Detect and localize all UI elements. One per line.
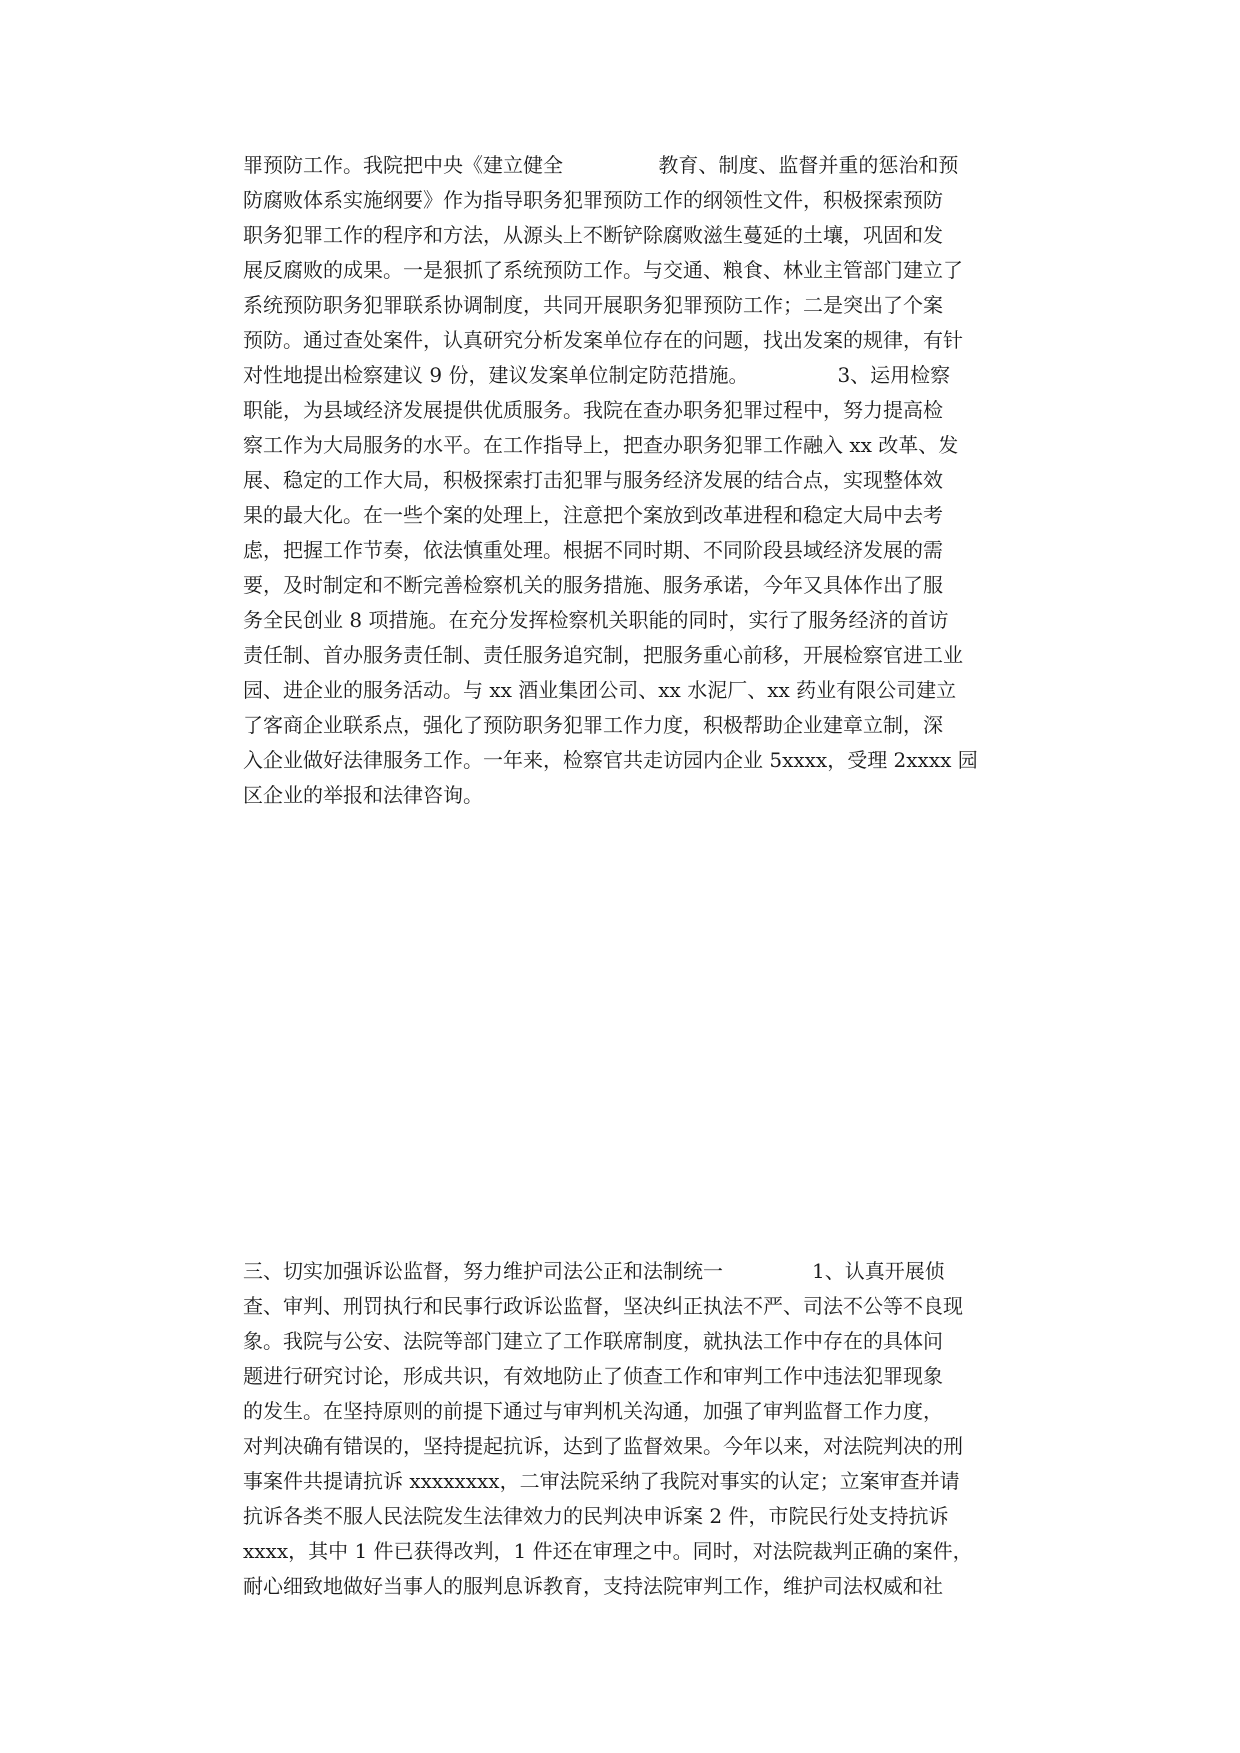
text-line: 责任制、首办服务责任制、责任服务追究制，把服务重心前移，开展检察官进工业 — [243, 643, 963, 667]
text-line: 职能，为县域经济发展提供优质服务。我院在查办职务犯罪过程中，努力提高检 — [243, 398, 943, 422]
text-line: 查、审判、刑罚执行和民事行政诉讼监督，坚决纠正执法不严、司法不公等不良现 — [243, 1294, 963, 1318]
text-line: xxxx，其中 1 件已获得改判，1 件还在审理之中。同时，对法院裁判正确的案件， — [243, 1539, 973, 1563]
text-line: 对性地提出检察建议 9 份，建议发案单位制定防范措施。 3、运用检察 — [243, 363, 951, 387]
text-line: 预防。通过查处案件，认真研究分析发案单位存在的问题，找出发案的规律，有针 — [243, 328, 963, 352]
text-line: 抗诉各类不服人民法院发生法律效力的民判决申诉案 2 件，市院民行处支持抗诉 — [243, 1504, 949, 1528]
text-line: 系统预防职务犯罪联系协调制度，共同开展职务犯罪预防工作；二是突出了个案 — [243, 293, 943, 317]
text-line: 了客商企业联系点，强化了预防职务犯罪工作力度，积极帮助企业建章立制，深 — [243, 713, 943, 737]
text-line: 区企业的举报和法律咨询。 — [243, 783, 483, 807]
text-line: 防腐败体系实施纲要》作为指导职务犯罪预防工作的纲领性文件，积极探索预防 — [243, 188, 943, 212]
text-line: 三、切实加强诉讼监督，努力维护司法公正和法制统一 1、认真开展侦 — [243, 1259, 945, 1283]
text-line: 展反腐败的成果。一是狠抓了系统预防工作。与交通、粮食、林业主管部门建立了 — [243, 258, 963, 282]
text-line: 罪预防工作。我院把中央《建立健全 教育、制度、监督并重的惩治和预 — [243, 153, 959, 177]
text-line: 园、进企业的服务活动。与 xx 酒业集团公司、xx 水泥厂、xx 药业有限公司建立 — [243, 678, 957, 702]
text-line: 职务犯罪工作的程序和方法，从源头上不断铲除腐败滋生蔓延的土壤，巩固和发 — [243, 223, 943, 247]
text-line: 对判决确有错误的，坚持提起抗诉，达到了监督效果。今年以来，对法院判决的刑 — [243, 1434, 963, 1458]
text-line: 入企业做好法律服务工作。一年来，检察官共走访园内企业 5xxxx，受理 2xxxx 园 — [243, 748, 978, 772]
text-line: 的发生。在坚持原则的前提下通过与审判机关沟通，加强了审判监督工作力度， — [243, 1399, 943, 1423]
text-line: 事案件共提请抗诉 xxxxxxxx，二审法院采纳了我院对事实的认定；立案审查并请 — [243, 1469, 960, 1493]
text-line: 虑，把握工作节奏，依法慎重处理。根据不同时期、不同阶段县域经济发展的需 — [243, 538, 943, 562]
text-line: 耐心细致地做好当事人的服判息诉教育，支持法院审判工作，维护司法权威和社 — [243, 1574, 943, 1598]
text-line: 果的最大化。在一些个案的处理上，注意把个案放到改革进程和稳定大局中去考 — [243, 503, 943, 527]
text-line: 察工作为大局服务的水平。在工作指导上，把查办职务犯罪工作融入 xx 改革、发 — [243, 433, 959, 457]
text-line: 题进行研究讨论，形成共识，有效地防止了侦查工作和审判工作中违法犯罪现象 — [243, 1364, 943, 1388]
paragraph-block-prevention-service — [243, 148, 1013, 813]
text-line: 要，及时制定和不断完善检察机关的服务措施、服务承诺，今年又具体作出了服 — [243, 573, 943, 597]
text-line: 象。我院与公安、法院等部门建立了工作联席制度，就执法工作中存在的具体问 — [243, 1329, 943, 1353]
text-line: 展、稳定的工作大局，积极探索打击犯罪与服务经济发展的结合点，实现整体效 — [243, 468, 943, 492]
text-line: 务全民创业 8 项措施。在充分发挥检察机关职能的同时，实行了服务经济的首访 — [243, 608, 949, 632]
paragraph-block-litigation-supervision — [243, 1254, 1013, 1604]
